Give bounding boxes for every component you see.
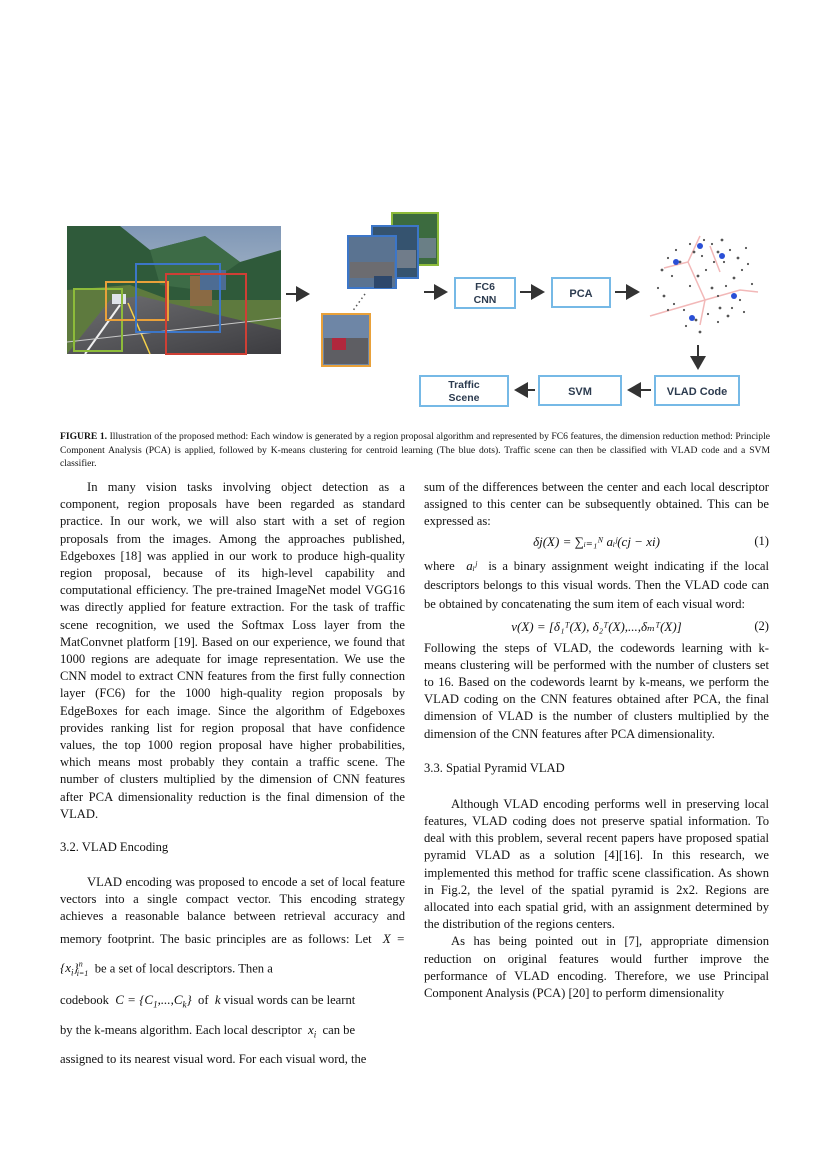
- cluster-point: [719, 307, 722, 310]
- assignment-weight-symbol: aᵢʲ: [466, 557, 477, 573]
- fc6-label: FC6: [475, 281, 495, 293]
- cluster-point: [705, 269, 707, 271]
- cluster-point: [663, 295, 666, 298]
- cluster-point: [657, 287, 659, 289]
- cluster-point: [723, 261, 725, 263]
- descriptor-set-text: be a set of local descriptors. Then a: [94, 961, 273, 975]
- cluster-center: [719, 253, 725, 259]
- codebook-line: codebook $C = \{C_1,...,C_k\}$ of k visual words can be learnt: [60, 991, 356, 1010]
- right-paragraph-3: Following the steps of VLAD, the codewords learning with k-means clustering will be performed with the number of clusters set to 16. Based on the codewords learnt by k-means, we perform the VLAD coding on the CNN features obtained after PCA, the final dimension of VLAD is the number of clusters multiplied by the dimension of the CNN features after PCA dimensionality.: [424, 640, 769, 741]
- cluster-center: [689, 315, 695, 321]
- section-heading-3-2: 3.2. VLAD Encoding: [60, 840, 169, 855]
- equation-1-body: δj(X) = ∑ᵢ₌₁ᴺ aᵢʲ(cj − xi): [533, 533, 660, 549]
- cluster-point: [689, 243, 691, 245]
- svm-label: SVM: [568, 386, 592, 398]
- traffic-scene-box: [420, 376, 508, 406]
- cluster-point: [745, 247, 747, 249]
- cluster-point: [707, 313, 709, 315]
- descriptor-set-equation: $X = \{x_i\}^n_{i=1}$: [60, 930, 405, 978]
- codebook-equation: $C = \{C_1,...,C_k\}$: [115, 991, 192, 1010]
- left-paragraph-1: In many vision tasks involving object detection as a component, region proposals have been regarded as standard practice. In our work, we will also start with a set of region proposals from the images. Among the approaches published, Edgeboxes [18] was applied in our work to produce high-quality region proposal, because of its high-level capability and computational efficiency. The pre-trained ImageNet model VGG16 was directly applied for feature extraction. For the task of traffic scene recognition, we used the Softmax Loss layer from the MatConvnet platform [19]. Based on our experience, we found that 1000 regions are adequate for image representation. We use the CNN model to extract CNN features from the first fully connection layer (FC6) for the 1000 high-quality region proposals by EdgeBoxes for each image. Since the algorithm of Edgeboxes provides ranking list for region proposal that have confidence values, the top 1000 region proposal have higher probabilities, which means most probably they contain a traffic scene. The number of clusters multiplied by the dimension of CNN features after PCA dimensionality reduction is the final dimension of the VLAD.: [60, 480, 405, 821]
- region-crop-stack: [322, 213, 438, 366]
- cluster-point: [737, 257, 740, 260]
- pca-label: PCA: [569, 288, 593, 300]
- cluster-point: [679, 261, 682, 264]
- cluster-point: [671, 275, 673, 277]
- vlad-intro-text: VLAD encoding was proposed to encode a set of local feature vectors into a single compact vector. This encoding strategy achieves a reasonable balance between retrieval accuracy and memory footprint. The basic principles are as follows: Let: [60, 875, 405, 946]
- cluster-point: [717, 321, 719, 323]
- descriptor-symbol: $x_i$: [307, 1022, 317, 1040]
- svm-box: [539, 376, 621, 405]
- cluster-point: [673, 303, 675, 305]
- cluster-point: [729, 249, 731, 251]
- cluster-center: [673, 259, 679, 265]
- right-paragraph-1: sum of the differences between the center and each local descriptor assigned to this center can be subsequently obtained. This can be expressed as:: [424, 480, 769, 529]
- section-heading-3-3: 3.3. Spatial Pyramid VLAD: [424, 760, 565, 775]
- cluster-point: [667, 257, 669, 259]
- cluster-point: [747, 263, 749, 265]
- cluster-point: [695, 319, 698, 322]
- vlad-code-box: [655, 376, 739, 405]
- pca-box: [552, 278, 610, 307]
- right-paragraph-4: Although VLAD encoding performs well in preserving local features, VLAD coding does not preserve spatial information. To deal with this problem, several recent papers have proposed spatial pyramid VLAD as a solution [4][16]. In this research, we implemented this method for traffic scene classification. As shown in Fig.2, the level of the spatial pyramid is 2x2. Regions are allocated into each spatial grid, with an assignment determined by the distribution of the regions centers.: [424, 796, 769, 932]
- figure-1-diagram: [60, 205, 770, 430]
- cluster-point: [733, 277, 736, 280]
- cluster-point: [725, 285, 727, 287]
- right-column: [424, 479, 769, 1002]
- cluster-point: [661, 269, 664, 272]
- equation-1: [424, 531, 769, 552]
- left-last-line: assigned to its nearest visual word. For each visual word, the: [60, 1051, 367, 1066]
- cluster-point: [693, 251, 696, 254]
- cluster-point: [741, 269, 743, 271]
- left-column: [60, 479, 405, 1070]
- cluster-point: [739, 299, 741, 301]
- figure-caption-text: Illustration of the proposed method: Each window is generated by a region proposal algorithm and represented by FC6 features, the dimension reduction method: Principle Component Analysis (PCA) is applied, followed by K-means clustering for centroid learning (The blue dots). Traffic scene can then be classified with VLAD code and a SVM classifier.: [60, 431, 770, 470]
- equation-2-body: v(X) = [δ₁ᵀ(X), δ₂ᵀ(X),...,δₘᵀ(X)]: [511, 618, 682, 634]
- cluster-point: [667, 309, 669, 311]
- cluster-center: [731, 293, 737, 299]
- cluster-point: [701, 255, 703, 257]
- vlad-code-label: VLAD Code: [666, 386, 728, 398]
- cluster-point: [703, 239, 705, 241]
- cluster-point: [713, 261, 715, 263]
- equation-1-label: (1): [754, 533, 769, 548]
- right-paragraph-5: As has being pointed out in [7], appropriate dimension reduction on original features would further improve the performance of VLAD encoding. Therefore, we use Principal Component Analysis (PCA) [20] to perform dimensionality: [424, 934, 769, 1001]
- cluster-point: [689, 285, 691, 287]
- kmeans-cluster-plot: [650, 236, 758, 333]
- figure-caption: [60, 430, 770, 471]
- cluster-point: [675, 249, 677, 251]
- figure-caption-label: FIGURE 1.: [60, 431, 108, 442]
- cluster-point: [699, 331, 702, 334]
- traffic-label: Traffic: [448, 379, 480, 391]
- cluster-point: [683, 309, 685, 311]
- equation-2-label: (2): [754, 618, 769, 633]
- cluster-point: [711, 243, 713, 245]
- cluster-center: [697, 243, 703, 249]
- kmeans-line: by the k-means algorithm. Each local descriptor $x_i$ can be: [60, 1022, 356, 1040]
- scene-label: Scene: [448, 392, 480, 404]
- left-paragraph-2: [60, 874, 405, 987]
- cluster-point: [685, 325, 687, 327]
- cluster-point: [711, 287, 714, 290]
- cluster-point: [727, 315, 730, 318]
- cluster-point: [717, 251, 720, 254]
- equation-2: [424, 616, 769, 637]
- cluster-point: [717, 295, 719, 297]
- cluster-point: [731, 307, 733, 309]
- cluster-point: [743, 311, 745, 313]
- cluster-point: [697, 275, 700, 278]
- fc6-cnn-box: [455, 278, 515, 308]
- cluster-point: [751, 283, 753, 285]
- cnn-label: CNN: [473, 294, 497, 306]
- right-paragraph-2: where aᵢʲ is a binary assignment weight indicating if the local descriptors belongs to this visual words. Then the VLAD code can be obtained by concatenating the sum item of each visual word:: [424, 557, 769, 611]
- cluster-point: [721, 239, 724, 242]
